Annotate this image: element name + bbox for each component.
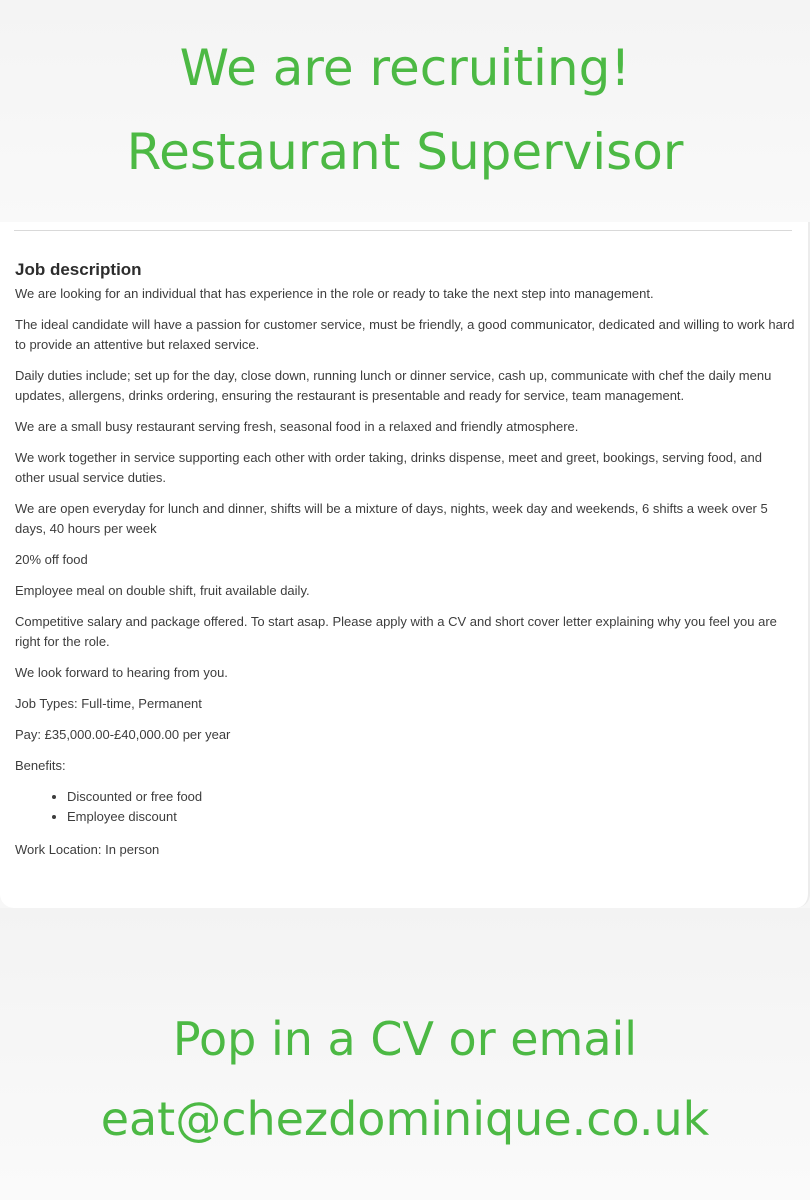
paragraph: 20% off food <box>15 552 88 567</box>
divider <box>14 230 792 231</box>
section-title: Job description <box>15 260 142 279</box>
benefits-label: Benefits: <box>15 758 66 773</box>
paragraph: The ideal candidate will have a passion for customer service, must be friendly, a good communicator, dedicated and willing to work hard to provide an attentive but relaxed service. <box>15 317 795 352</box>
job-types: Job Types: Full-time, Permanent <box>15 696 202 711</box>
paragraph: Employee meal on double shift, fruit available daily. <box>15 583 310 598</box>
paragraph: Competitive salary and package offered. To start asap. Please apply with a CV and short cover letter explaining why you feel you are right for the role. <box>15 614 777 649</box>
paragraph: We are open everyday for lunch and dinner, shifts will be a mixture of days, nights, week day and weekends, 6 shifts a week over 5 days, 40 hours per week <box>15 501 768 536</box>
paragraph: We are looking for an individual that has experience in the role or ready to take the next step into management. <box>15 286 654 301</box>
recruiting-headline: We are recruiting! <box>179 39 631 97</box>
paragraph: We are a small busy restaurant serving fresh, seasonal food in a relaxed and friendly atmosphere. <box>15 419 579 434</box>
contact-email: eat@chezdominique.co.uk <box>100 1092 710 1146</box>
paragraph: We work together in service supporting each other with order taking, drinks dispense, meet and greet, bookings, serving food, and other usual service duties. <box>15 450 762 485</box>
header-banner <box>0 0 810 222</box>
paragraph: We look forward to hearing from you. <box>15 665 228 680</box>
benefits-list <box>15 787 795 827</box>
cta-text: Pop in a CV or email <box>172 1012 638 1066</box>
role-headline: Restaurant Supervisor <box>126 123 684 181</box>
list-item: • Discounted or free food <box>67 787 795 807</box>
pay-range: Pay: £35,000.00-£40,000.00 per year <box>15 727 231 742</box>
job-description-card <box>0 222 810 908</box>
paragraph: Daily duties include; set up for the day, close down, running lunch or dinner service, cash up, communicate with chef the daily menu updates, allergens, drinks ordering, ensuring the restaurant is presentable and ready for service, team management. <box>15 368 772 403</box>
job-description-body <box>15 284 795 871</box>
work-location: Work Location: In person <box>15 842 160 857</box>
list-item: • Employee discount <box>67 807 795 827</box>
